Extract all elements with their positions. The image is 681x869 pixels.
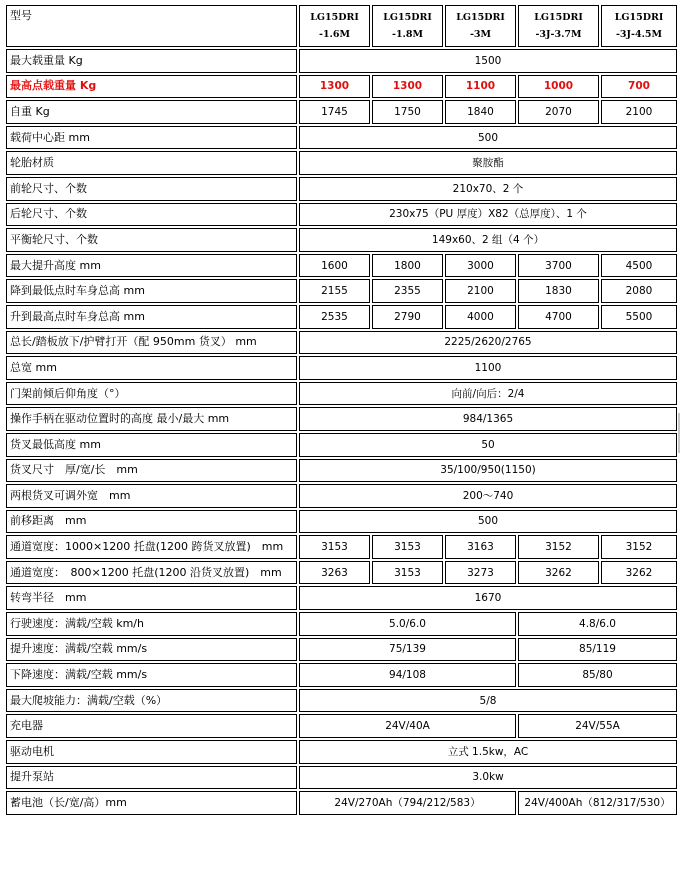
row-label: 最大爬坡能力：满载/空载（%）: [6, 689, 297, 713]
model-name: LG15DRⅠ: [456, 12, 505, 23]
row-label: 通道宽度：1000×1200 托盘(1200 跨货叉放置) mm: [6, 535, 297, 559]
model-name: LG15DRⅠ: [310, 12, 359, 23]
value-cell: 24V/55A: [518, 714, 677, 738]
value-cell: 24V/40A: [299, 714, 516, 738]
row-label: 最大载重量 Kg: [6, 49, 297, 73]
value-cell: 1300: [372, 75, 443, 99]
row-label: 下降速度：满载/空载 mm/s: [6, 663, 297, 687]
model-header-cell: [372, 5, 443, 47]
table-row: [6, 75, 677, 99]
model-header-cell: [445, 5, 516, 47]
value-cell: 85/119: [518, 638, 677, 662]
table-row: [6, 356, 677, 380]
value-cell: 2355: [372, 279, 443, 303]
value-cell: 5.0/6.0: [299, 612, 516, 636]
row-label: 充电器: [6, 714, 297, 738]
value-cell: 3152: [518, 535, 599, 559]
model-header-cell: [299, 5, 370, 47]
row-label: 前移距离 mm: [6, 510, 297, 534]
value-cell: 3.0kw: [299, 766, 677, 790]
header-row: [6, 5, 677, 47]
value-cell: 230x75（PU 厚度）X82（总厚度）、1 个: [299, 203, 677, 227]
value-cell: 3153: [372, 535, 443, 559]
value-cell: 35/100/950(1150): [299, 459, 677, 483]
model-header-cell: [601, 5, 677, 47]
row-label: 货叉最低高度 mm: [6, 433, 297, 457]
row-label: 降到最低点时车身总高 mm: [6, 279, 297, 303]
spec-table: [4, 3, 679, 817]
row-label: 后轮尺寸、个数: [6, 203, 297, 227]
value-cell: 5/8: [299, 689, 677, 713]
table-row: [6, 407, 677, 431]
value-cell: 4500: [601, 254, 677, 278]
row-label: 蓄电池（长/宽/高）mm: [6, 791, 297, 815]
table-row: [6, 433, 677, 457]
table-row: [6, 100, 677, 124]
value-cell: 200～740: [299, 484, 677, 508]
model-header-cell: [518, 5, 599, 47]
row-label: 两根货叉可调外宽 mm: [6, 484, 297, 508]
row-label: 门架前倾后仰角度（°）: [6, 382, 297, 406]
row-label: 提升速度：满载/空载 mm/s: [6, 638, 297, 662]
table-row: [6, 510, 677, 534]
row-label: 操作手柄在驱动位置时的高度 最小/最大 mm: [6, 407, 297, 431]
table-row: [6, 459, 677, 483]
table-row: [6, 382, 677, 406]
table-row: [6, 305, 677, 329]
value-cell: 4.8/6.0: [518, 612, 677, 636]
table-row: [6, 331, 677, 355]
model-name: LG15DRⅠ: [614, 12, 664, 23]
value-cell: 1100: [445, 75, 516, 99]
value-cell: 2100: [601, 100, 677, 124]
value-cell: 2225/2620/2765: [299, 331, 677, 355]
value-cell: 向前/向后：2/4: [299, 382, 677, 406]
value-cell: 3262: [518, 561, 599, 585]
value-cell: 85/80: [518, 663, 677, 687]
model-variant: -3M: [469, 29, 492, 40]
value-cell: 3152: [601, 535, 677, 559]
table-row: [6, 638, 677, 662]
value-cell: 1600: [299, 254, 370, 278]
value-cell: 75/139: [299, 638, 516, 662]
value-cell: 24V/400Ah（812/317/530）: [518, 791, 677, 815]
row-label: 最大提升高度 mm: [6, 254, 297, 278]
header-label: 型号: [6, 5, 297, 47]
model-variant: -1.6M: [319, 29, 350, 40]
row-label: 轮胎材质: [6, 151, 297, 175]
value-cell: 24V/270Ah（794/212/583）: [299, 791, 516, 815]
row-label: 总宽 mm: [6, 356, 297, 380]
value-cell: 210x70、2 个: [299, 177, 677, 201]
value-cell: 1745: [299, 100, 370, 124]
value-cell: 5500: [601, 305, 677, 329]
value-cell: 立式 1.5kw，AC: [299, 740, 677, 764]
value-cell: 1100: [299, 356, 677, 380]
table-row: [6, 586, 677, 610]
row-label: 最高点载重量 Kg: [6, 75, 297, 99]
model-variant: -1.8M: [392, 29, 423, 40]
row-label: 货叉尺寸 厚/宽/长 mm: [6, 459, 297, 483]
table-row: [6, 49, 677, 73]
value-cell: 1670: [299, 586, 677, 610]
value-cell: 2790: [372, 305, 443, 329]
value-cell: 2535: [299, 305, 370, 329]
row-label: 自重 Kg: [6, 100, 297, 124]
table-row: [6, 254, 677, 278]
table-row: [6, 177, 677, 201]
value-cell: 2100: [445, 279, 516, 303]
row-label: 提升泵站: [6, 766, 297, 790]
value-cell: 50: [299, 433, 677, 457]
value-cell: 1500: [299, 49, 677, 73]
scrollbar-mark[interactable]: [678, 413, 680, 453]
value-cell: 500: [299, 126, 677, 150]
table-row: [6, 151, 677, 175]
row-label: 升到最高点时车身总高 mm: [6, 305, 297, 329]
value-cell: 3000: [445, 254, 516, 278]
row-label: 平衡轮尺寸、个数: [6, 228, 297, 252]
row-label: 总长/踏板放下/护臂打开（配 950mm 货叉） mm: [6, 331, 297, 355]
table-row: [6, 126, 677, 150]
table-row: [6, 791, 677, 815]
value-cell: 1800: [372, 254, 443, 278]
table-row: [6, 228, 677, 252]
table-row: [6, 203, 677, 227]
value-cell: 3153: [372, 561, 443, 585]
spec-table-body: [6, 5, 677, 815]
model-variant: -3J-3.7M: [535, 29, 582, 40]
table-row: [6, 484, 677, 508]
value-cell: 3153: [299, 535, 370, 559]
row-label: 行驶速度：满载/空载 km/h: [6, 612, 297, 636]
value-cell: 2155: [299, 279, 370, 303]
table-row: [6, 766, 677, 790]
value-cell: 3263: [299, 561, 370, 585]
row-label: 驱动电机: [6, 740, 297, 764]
row-label: 载荷中心距 mm: [6, 126, 297, 150]
table-row: [6, 689, 677, 713]
value-cell: 聚胺酯: [299, 151, 677, 175]
value-cell: 4700: [518, 305, 599, 329]
model-name: LG15DRⅠ: [383, 12, 432, 23]
model-name: LG15DRⅠ: [534, 12, 583, 23]
value-cell: 1840: [445, 100, 516, 124]
value-cell: 3262: [601, 561, 677, 585]
value-cell: 984/1365: [299, 407, 677, 431]
table-row: [6, 663, 677, 687]
model-variant: -3J-4.5M: [615, 29, 663, 40]
value-cell: 2080: [601, 279, 677, 303]
table-row: [6, 612, 677, 636]
value-cell: 1000: [518, 75, 599, 99]
row-label: 转弯半径 mm: [6, 586, 297, 610]
table-row: [6, 535, 677, 559]
table-row: [6, 279, 677, 303]
value-cell: 4000: [445, 305, 516, 329]
value-cell: 94/108: [299, 663, 516, 687]
value-cell: 2070: [518, 100, 599, 124]
value-cell: 3273: [445, 561, 516, 585]
table-row: [6, 561, 677, 585]
value-cell: 700: [601, 75, 677, 99]
value-cell: 1830: [518, 279, 599, 303]
table-row: [6, 714, 677, 738]
value-cell: 1300: [299, 75, 370, 99]
value-cell: 3163: [445, 535, 516, 559]
row-label: 通道宽度： 800×1200 托盘(1200 沿货叉放置) mm: [6, 561, 297, 585]
value-cell: 500: [299, 510, 677, 534]
row-label: 前轮尺寸、个数: [6, 177, 297, 201]
value-cell: 149x60、2 组（4 个）: [299, 228, 677, 252]
table-row: [6, 740, 677, 764]
value-cell: 3700: [518, 254, 599, 278]
value-cell: 1750: [372, 100, 443, 124]
